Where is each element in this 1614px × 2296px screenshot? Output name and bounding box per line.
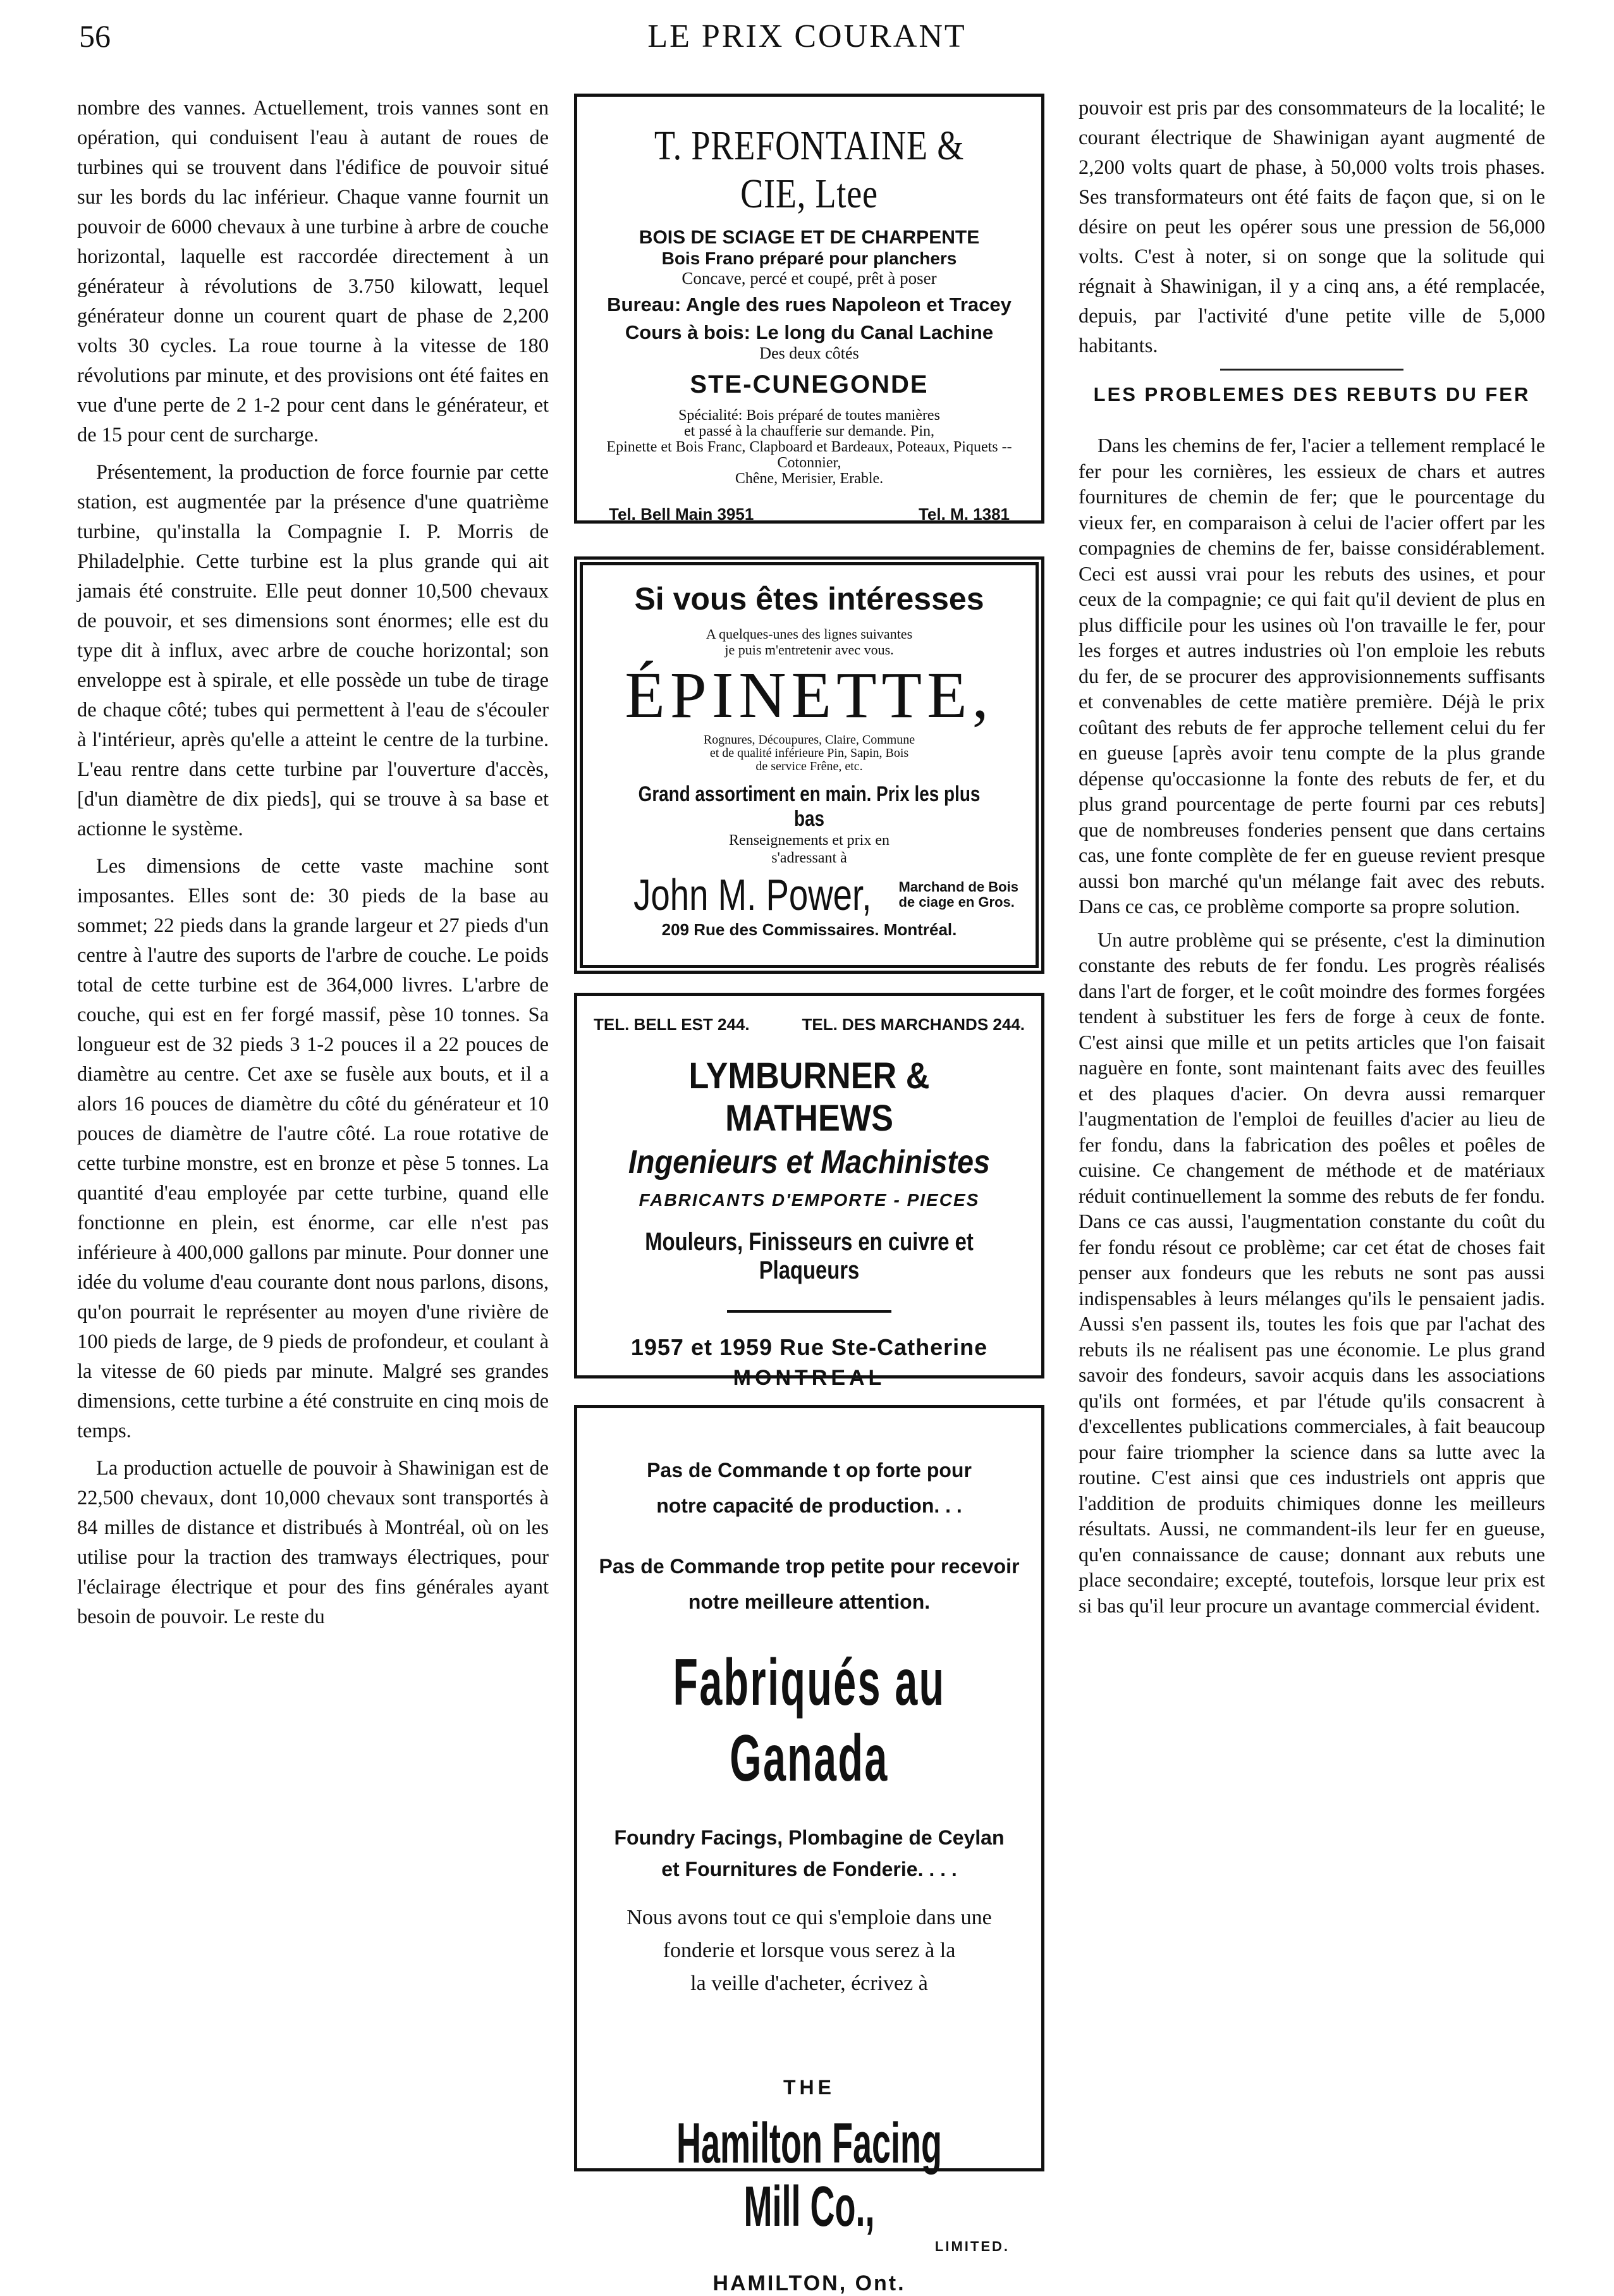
right-paragraph-2: Un autre problème qui se présente, c'est la diminution constante des rebuts de fer fondu. Les progrès réalisés dans l'art de forger, et le coût moindre des formes forgées tendent à substituer les fers de forge à ceux de fonte. C'est ainsi que mille et un petits articles que l'on faisait naguère en fonte, sont maintenant faits avec des feuilles et des plaques d'acier. On devra aussi remarquer l'augmentation de l'emploi de feuilles d'acier au lieu de fer fondu, dans la fabrication des poêles et poêles de cuisine. Ce changement de méthode et de matériaux réduit continuellement la somme des rebuts de fer fondu. Dans ce cas aussi, l'augmentation constante du coût du fer fondu résout ce problème; car cet état de choses fait penser aux fondeurs que les rebuts ne sont pas aussi indispensables à leurs mélanges qu'ils le pensaient jadis. Aussi s'en passent ils, toutes les fois que par l'achat des rebuts ils ne réalisent pas une économie. Le plus grand savoir des fondeurs, savoir acquis dans les associations qu'ils ont formées, et par l'étude qu'ils consacrent à d'excellentes publications commerciales, à fait beaucoup pour faire triompher la science dans sa lutte avec la routine. C'est ainsi que ces industriels ont appris que l'addition de produits chimiques donne les meilleurs résultats. Aussi, ne commandent-ils leur fer en gueuse, qu'en connaissance de cause; donnant aux rebuts une place secondaire; excepté, toutefois, lorsque leur prix est si bas qu'il leur procure un avantage commercial évident. bbox=[1079, 928, 1545, 1617]
ad-prefontaine-line1: BOIS DE SCIAGE ET DE CHARPENTE bbox=[639, 227, 980, 248]
ad-lymburner-rule bbox=[727, 1310, 891, 1313]
section-divider bbox=[1220, 369, 1403, 371]
ad-prefontaine-line2: Bois Frano préparé pour planchers bbox=[661, 249, 957, 268]
ad-hamilton-city: HAMILTON, Ont. bbox=[712, 2271, 906, 2295]
ad-power-big: ÉPINETTE, bbox=[625, 659, 994, 732]
ad-power-role: Marchand de Bois de ciage en Gros. bbox=[898, 879, 1018, 910]
ad-power-small: Rognures, Découpures, Claire, Commune et de qualité inférieure Pin, Sapin, Bois de service Frêne, etc. bbox=[703, 733, 915, 773]
ad-hamilton-company: Hamilton Facing Mill Co., bbox=[676, 2112, 943, 2238]
ad-prefontaine-line6: Des deux côtés bbox=[759, 344, 859, 362]
page-title: LE PRIX COURANT bbox=[647, 18, 967, 54]
ad-prefontaine-line8: Spécialité: Bois préparé de toutes manières et passé à la chaufferie sur demande. Pin, Epinette et Bois Franc, Clapboard et Bardeaux, Poteaux, Piquets -- Cotonnier, Chêne, Merisier, Erable. bbox=[606, 407, 1012, 487]
left-paragraph-4: La production actuelle de pouvoir à Shawinigan est de 22,500 chevaux, dont 10,000 chevaux sont transportés à 84 milles de distance et distribués à Montréal, où on les utilise pour la traction des tramways électriques, pour l'éclairage électrique et pour des fins générales ayant besoin de pouvoir. Le reste du bbox=[77, 1457, 549, 1628]
ad-lymburner-tel-left: TEL. BELL EST 244. bbox=[594, 1015, 750, 1034]
ad-lymburner-tel-right: TEL. DES MARCHANDS 244. bbox=[802, 1015, 1025, 1034]
ad-lymburner-name: LYMBURNER & MATHEWS bbox=[688, 1055, 930, 1139]
ad-power-name-row bbox=[583, 869, 1036, 920]
right-intro: pouvoir est pris par des consommateurs de la localité; le courant électrique de Shawinigan ayant augmenté de 2,200 volts quart de phase, à 50,000 volts trois phases. Ses transformateurs ont été faits de façon que, si on le désire on peut les opérer sous une pression de 56,000 volts. C'est à noter, si on songe que la solitude qui régnait à Shawinigan, il y a cinq ans, a été remplacée, depuis, par l'activité d'une petite ville de 5,000 habitants. bbox=[1079, 97, 1545, 357]
page-header bbox=[0, 18, 1614, 68]
ad-hamilton-line2: Pas de Commande trop petite pour recevoir notre meilleure attention. bbox=[599, 1555, 1020, 1613]
ad-john-power bbox=[574, 556, 1044, 974]
ad-prefontaine-line5: Cours à bois: Le long du Canal Lachine bbox=[625, 321, 994, 343]
ad-lymburner bbox=[574, 993, 1044, 1390]
ad-lymburner-address: 1957 et 1959 Rue Ste-Catherine bbox=[630, 1334, 988, 1360]
page-number: 56 bbox=[79, 18, 111, 54]
ad-lymburner-fabricants: FABRICANTS D'EMPORTE - PIECES bbox=[639, 1190, 980, 1210]
ad-prefontaine bbox=[574, 94, 1044, 524]
ad-hamilton-the: THE bbox=[783, 2076, 835, 2099]
ad-power-grand: Grand assortiment en main. Prix les plus bas bbox=[638, 782, 981, 831]
ad-lymburner-mouleurs: Mouleurs, Finisseurs en cuivre et Plaqueurs bbox=[645, 1228, 974, 1284]
ad-hamilton-pitch: Nous avons tout ce qui s'emploie dans une fonderie et lorsque vous serez à la la veille d'acheter, écrivez à bbox=[627, 1906, 992, 1995]
ad-hamilton-limited: LIMITED. bbox=[934, 2238, 1010, 2254]
ad-power-headline: Si vous êtes intéresses bbox=[634, 581, 984, 617]
ad-prefontaine-tel-left: Tel. Bell Main 3951 bbox=[609, 505, 754, 524]
ad-hamilton-facing-mill bbox=[574, 1405, 1044, 2295]
ad-prefontaine-line3: Concave, percé et coupé, prêt à poser bbox=[682, 269, 937, 288]
right-paragraph-1: Dans les chemins de fer, l'acier a tellement remplacé le fer pour les cornières, les essieux de chars et autres fournitures de chemin de fer; que le pourcentage du vieux fer, en comparaison à celui de l'acier offert par les compagnies de chemins de fer, baisse considérablement. Ceci est aussi vrai pour les rebuts des usines, et pour ceux de la compagnie; ce qui fait qu'il devient de plus en plus difficile pour les usines où l'on travaille le fer, pour les forges et autres industries où l'on emploie les rebuts du fer, de se procurer des approvisionnements suffisants et convenables de cette matière première. Déjà le prix coûtant des rebuts de fer approche tellement celui du fer en gueuse [après avoir tenu compte de la plus grande dépense qu'occasionne la fonte des rebuts de fer, et du plus grand pourcentage de perte fourni par ces rebuts] que de nombreuses fonderies pensent que dans certains cas, une fonte complète de fer en gueuse revient presque aussi bon marché qu'un mélange fait avec des rebuts. Dans ce cas, ce problème comporte sa propre solution. bbox=[1079, 434, 1545, 918]
left-paragraph-3: Les dimensions de cette vaste machine sont imposantes. Elles sont de: 30 pieds de la base au sommet; 22 pieds dans la grande largeur et 27 pieds d'un centre à l'autre des suports de l'arbre de couche. Le poids total de cette turbine est de 364,000 livres. L'arbre de couche, qui est en fer forgé massif, pèse 10 tonnes. Sa longueur est de 32 pieds 3 1-2 pouces il a 22 pouces de diamètre au centre. Cet axe se fusèle aux bouts, et il a alors 16 pouces de diamètre du côté du générateur et 10 pouces de diamètre de l'autre côté. La roue rotative de cette turbine monstre, est en bronze et pèse 5 tonnes. La quantité d'eau employée par cette turbine, quand elle fonctionne en plein, est énorme, car elle n'est pas inférieure à 400,000 gallons par minute. Pour donner une idée du volume d'eau courante dont nous parlons, disons, qu'on pourrait le représenter au moyen d'une rivière de 100 pieds de large, de 9 pieds de profondeur, et coulant à la vitesse de 60 pieds par minute. Malgré ses grandes dimensions, cette turbine a été construite en cinq mois de temps. bbox=[77, 855, 549, 1442]
right-column bbox=[1079, 94, 1545, 1626]
ad-hamilton-big: Fabriqués au Ganada bbox=[673, 1646, 946, 1795]
ad-prefontaine-name: T. PREFONTAINE & CIE, Ltee bbox=[654, 123, 965, 217]
ad-lymburner-tagline: Ingenieurs et Machinistes bbox=[628, 1144, 991, 1181]
ad-lymburner-city: MONTREAL bbox=[733, 1366, 886, 1390]
section-heading: LES PROBLEMES DES REBUTS DU FER bbox=[1093, 383, 1531, 405]
ad-power-name: John M. Power, bbox=[633, 870, 872, 919]
ad-prefontaine-line4: Bureau: Angle des rues Napoleon et Tracey bbox=[607, 293, 1012, 316]
ad-power-address: 209 Rue des Commissaires. Montréal. bbox=[661, 920, 957, 939]
ad-power-sub: A quelques-unes des lignes suivantes je puis m'entretenir avec vous. bbox=[706, 626, 913, 658]
ad-prefontaine-footer bbox=[577, 487, 1041, 524]
ad-power-info: Renseignements et prix en s'adressant à bbox=[729, 832, 890, 866]
left-paragraph-1: nombre des vannes. Actuellement, trois vannes sont en opération, qui conduisent l'eau à autant de roues de turbines qui se trouvent dans l'édifice de pouvoir situé sur les bords du lac inférieur. Chaque vanne fournit un pouvoir de 6000 chevaux à une turbine à arbre de couche horizontal, laquelle est raccordée directement à un générateur à révolutions de 3.750 kilowatt, lequel générateur donne un courent quart de phase de 2,200 volts 30 cycles. La roue tourne à la vitesse de 180 révolutions par minute, et des provisions ont été faites en vue d'une perte de 2 1-2 pour cent dans le générateur, et de 15 pour cent de surcharge. bbox=[77, 97, 549, 446]
ad-lymburner-tels bbox=[577, 1015, 1041, 1034]
left-column bbox=[77, 94, 549, 1640]
ad-prefontaine-tel-right: Tel. M. 1381 bbox=[918, 505, 1010, 524]
left-paragraph-2: Présentement, la production de force fournie par cette station, est augmentée par la présence d'une quatrième turbine, qu'installa la Compagnie I. P. Morris de Philadelphie. Cette turbine est la plus grande qui ait jamais été construite. Elle peut donner 10,500 chevaux de pouvoir, et ses dimensions sont énormes; elle est du type dit à influx, avec arbre de couche horizontal; son enveloppe est à spirale, et elle possède un tube de tirage de chaque côté; tubes qui permettent à l'eau de s'écouler à l'intérieur, après qu'elle a atteint le centre de la turbine. L'eau rentre dans cette turbine par l'ouverture d'accès, [d'un diamètre de dix pieds], qui se trouve à sa base et actionne le système. bbox=[77, 461, 549, 840]
ad-hamilton-products: Foundry Facings, Plombagine de Ceylan et Fournitures de Fonderie. . . . bbox=[614, 1826, 1005, 1881]
ad-hamilton-line1: Pas de Commande t op forte pour notre capacité de production. . . bbox=[647, 1459, 972, 1517]
ad-prefontaine-line7: STE-CUNEGONDE bbox=[690, 371, 929, 398]
